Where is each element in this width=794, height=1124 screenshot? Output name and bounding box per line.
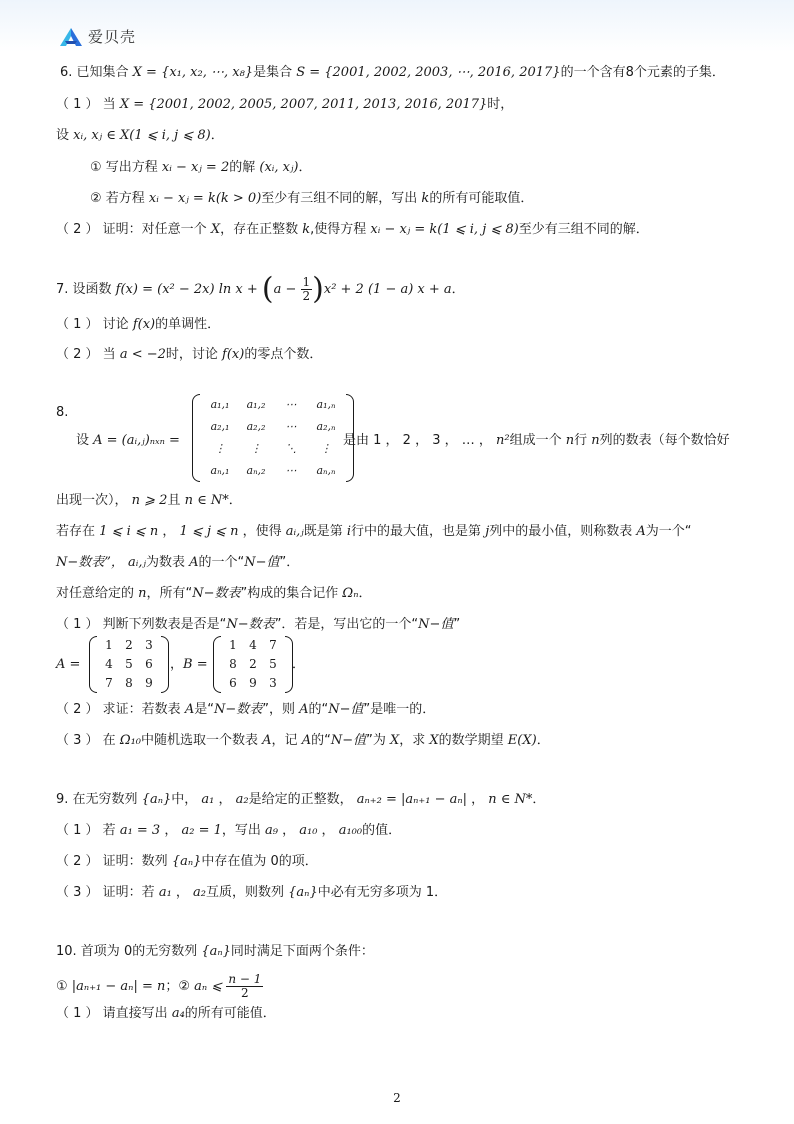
matrix-cell: a₁,₂: [246, 398, 266, 411]
q6-part-2: （ 2 ） 证明：对任意一个 X，存在正整数 k,使得方程 xᵢ − xⱼ = k(1 ⩽ i, j ⩽ 8)至少有三组不同的解．: [56, 222, 649, 237]
q8-number: 8.: [56, 405, 69, 420]
matrix-cell: 7: [269, 638, 277, 652]
q9-part-3: （ 3 ） 证明：若 a₁ ， a₂互质，则数列 {aₙ}中必有无穷多项为 1．: [56, 885, 448, 900]
page-number: 2: [393, 1091, 401, 1105]
q10-stem: 10. 首项为 0的无穷数列 {aₙ}同时满足下面两个条件：: [56, 944, 374, 959]
q6-stem: 6. 已知集合 X = {x₁, x₂, ⋯, x₈}是集合 S = {2001, 2002, 2003, ⋯, 2016, 2017}的一个含有8个元素的子集．: [60, 65, 725, 80]
brand-logo-icon: [60, 28, 82, 46]
matrix-cell: ⋯: [285, 420, 297, 433]
q8-definition-start: 设 A = (aᵢ,ⱼ)ₙₓₙ =: [76, 433, 180, 448]
q8-general-matrix-wrap: [192, 394, 354, 482]
matrix-cell: 7: [105, 676, 113, 690]
q7-fraction: $\frac{1}{2}$: [302, 275, 311, 303]
q7-stem: 7. 设函数 f(x) = (x² − 2x) ln x + (a − $\frac{1}{2}$ )x² + 2 (1 − a) x + a．: [56, 271, 465, 307]
matrix-cell: 8: [229, 657, 237, 671]
q8-matrix-a-wrap: [89, 636, 169, 693]
q8-general-matrix: [192, 394, 354, 482]
matrix-cell: 1: [229, 638, 237, 652]
q8-part-1: （ 1 ） 判断下列数表是否是“N−数表”．若是，写出它的一个“N−值”: [56, 617, 461, 632]
q8-matrix-b-label: ，B =: [170, 657, 208, 672]
matrix-cell: ⋮: [250, 442, 262, 455]
q8-definition-end: 是由 1 ， 2 ， 3 ， … ， n²组成一个 n行 n列的数表（每个数恰好: [343, 433, 730, 448]
matrix-cell: ⋯: [285, 464, 297, 477]
matrix-cell: 2: [125, 638, 133, 652]
q8-matrix-a: [89, 636, 169, 693]
matrix-cell: 1: [105, 638, 113, 652]
q8-set-def: 对任意给定的 n，所有“N−数表”构成的集合记作 Ωₙ．: [56, 586, 372, 601]
q8-n-value-def: N−数表”， aᵢ,ⱼ为数表 A的一个“N−值”．: [56, 555, 300, 570]
q8-part-3: （ 3 ） 在 Ω₁₀中随机选取一个数表 A，记 A的“N−值”为 X，求 X的数学期望 E(X)．: [56, 733, 550, 748]
q7-part-1: （ 1 ） 讨论 f(x)的单调性．: [56, 317, 221, 332]
q8-matrix-end: ．: [292, 657, 306, 672]
matrix-cell: 3: [269, 676, 277, 690]
matrix-cell: 2: [249, 657, 257, 671]
q6-subquestion-1: ① 写出方程 xᵢ − xⱼ = 2的解 (xᵢ, xⱼ)．: [90, 160, 312, 175]
page-header: [0, 0, 794, 52]
matrix-cell: 5: [125, 657, 133, 671]
q6-subquestion-2: ② 若方程 xᵢ − xⱼ = k(k > 0)至少有三组不同的解，写出 k的所有可能取值．: [90, 191, 534, 206]
q8-matrix-b-wrap: [213, 636, 293, 693]
matrix-cell: aₙ,₁: [210, 464, 230, 477]
q8-matrix-b: [213, 636, 293, 693]
matrix-cell: a₁,ₙ: [316, 398, 336, 411]
q8-definition-line-2: 出现一次）， n ⩾ 2且 n ∈ N*．: [56, 493, 242, 508]
q9-part-1: （ 1 ） 若 a₁ = 3 ， a₂ = 1，写出 a₉ ， a₁₀ ， a₁₀₀的值．: [56, 823, 402, 838]
matrix-cell: 9: [249, 676, 257, 690]
q6-part-1: （ 1 ） 当 X = {2001, 2002, 2005, 2007, 2011, 2013, 2016, 2017}时，: [56, 97, 514, 112]
matrix-cell: a₂,₁: [210, 420, 230, 433]
q9-part-2: （ 2 ） 证明：数列 {aₙ}中存在值为 0的项．: [56, 854, 318, 869]
q10-fraction: $\frac{n - 1}{2}$: [228, 972, 262, 1000]
matrix-cell: 3: [145, 638, 153, 652]
matrix-cell: 6: [229, 676, 237, 690]
q8-condition: 若存在 1 ⩽ i ⩽ n ， 1 ⩽ j ⩽ n ，使得 aᵢ,ⱼ既是第 i行中的最大值，也是第 j列中的最小值，则称数表 A为一个“: [56, 524, 692, 539]
matrix-cell: ⋮: [320, 442, 332, 455]
matrix-cell: 8: [125, 676, 133, 690]
matrix-cell: ⋮: [214, 442, 226, 455]
matrix-cell: aₙ,₂: [246, 464, 266, 477]
q10-part-1: （ 1 ） 请直接写出 a₄的所有可能值．: [56, 1006, 276, 1021]
matrix-cell: a₂,ₙ: [316, 420, 336, 433]
brand-logo: [60, 26, 136, 47]
matrix-cell: 5: [269, 657, 277, 671]
q8-part-2: （ 2 ） 求证：若数表 A是“N−数表”，则 A的“N−值”是唯一的．: [56, 702, 436, 717]
matrix-cell: 9: [145, 676, 153, 690]
matrix-cell: ⋱: [285, 442, 297, 455]
matrix-cell: a₂,₂: [246, 420, 266, 433]
matrix-cell: a₁,₁: [210, 398, 230, 411]
matrix-cell: ⋯: [285, 398, 297, 411]
matrix-cell: aₙ,ₙ: [316, 464, 336, 477]
q9-stem: 9. 在无穷数列 {aₙ}中， a₁ ， a₂是给定的正整数， aₙ₊₂ = |aₙ₊₁ − aₙ| ， n ∈ N*．: [56, 792, 546, 807]
q6-given: 设 xᵢ, xⱼ ∈ X(1 ⩽ i, j ⩽ 8)．: [56, 128, 224, 143]
q7-part-2: （ 2 ） 当 a < −2时，讨论 f(x)的零点个数．: [56, 347, 323, 362]
q8-matrix-a-label: A =: [56, 657, 81, 672]
brand-name: 爱贝壳: [88, 28, 137, 46]
matrix-cell: 6: [145, 657, 153, 671]
matrix-cell: 4: [249, 638, 257, 652]
q10-conditions: ① |aₙ₊₁ − aₙ| = n；② aₙ ⩽ $\frac{n - 1}{2}$: [56, 972, 262, 1000]
matrix-cell: 4: [105, 657, 113, 671]
